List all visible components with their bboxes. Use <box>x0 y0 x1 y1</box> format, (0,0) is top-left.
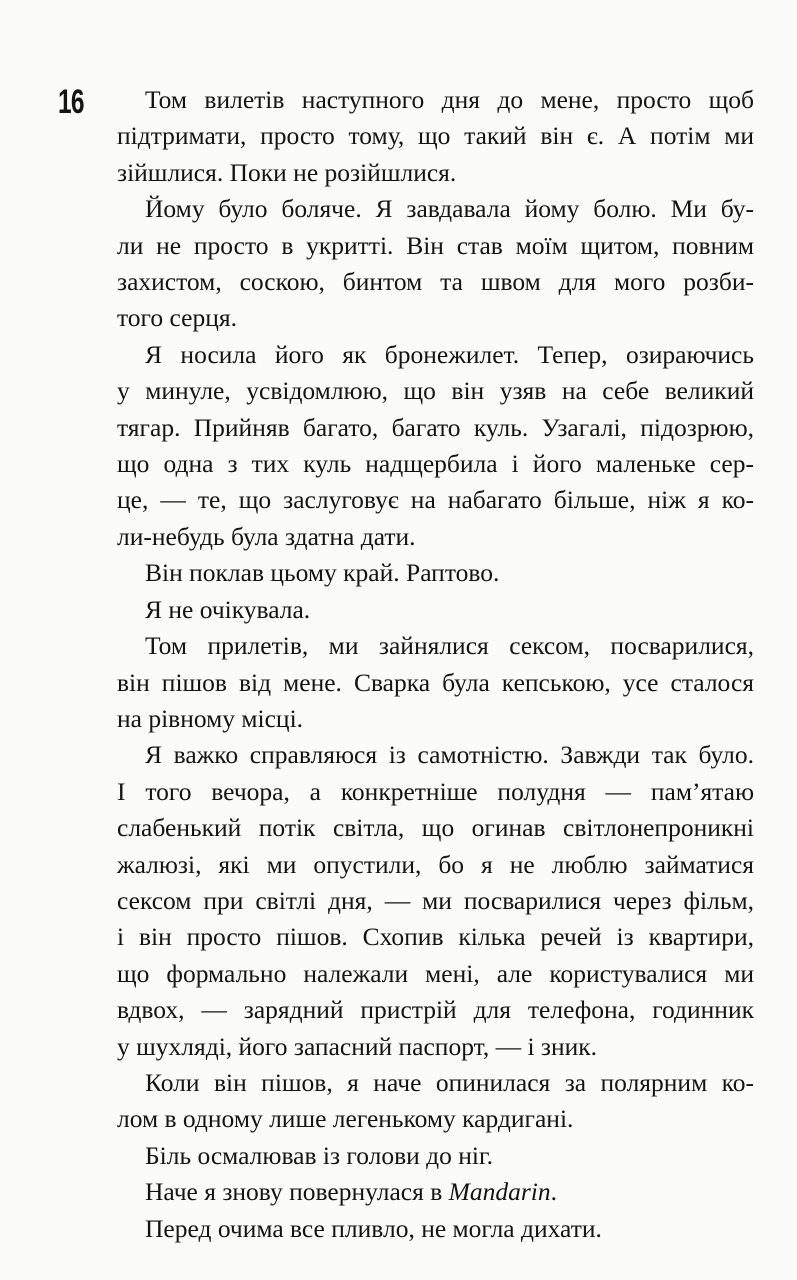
paragraph <box>117 628 754 737</box>
text-line: на рівному місці. <box>117 703 304 733</box>
paragraph <box>117 337 754 555</box>
text-line: вдвох, — зарядний пристрій для телефона, годинник <box>117 995 754 1025</box>
text-line: Біль осмалював із голови до ніг. <box>145 1140 493 1170</box>
text-line: у шухляді, його запасний паспорт, — і зник. <box>117 1031 598 1061</box>
paragraph <box>117 1174 754 1210</box>
text-line: ли-небудь була здатна дати. <box>117 521 416 551</box>
paragraph <box>117 592 754 628</box>
text-line: сексом при світлі дня, — ми посварилися через фільм, <box>117 885 754 915</box>
paragraph <box>117 737 754 1065</box>
text-line: ли не просто в укритті. Він став моїм щитом, повним <box>117 230 754 260</box>
text-line: це, — те, що заслуговує на набагато більше, ніж я ко- <box>117 485 754 515</box>
text-line: у минуле, усвідомлюю, що він узяв на себе великий <box>117 376 754 406</box>
text-run: . <box>550 1177 557 1207</box>
page-number: 16 <box>58 83 84 121</box>
text-line: лом в одному лише легенькому кардигані. <box>117 1104 574 1134</box>
paragraph <box>117 1211 754 1247</box>
text-line: зійшлися. Поки не розійшлися. <box>117 157 457 187</box>
text-line: він пішов від мене. Сварка була кепською, усе сталося <box>117 667 754 697</box>
text-line: Він поклав цьому край. Раптово. <box>145 558 500 588</box>
text-line: Я не очікувала. <box>145 594 311 624</box>
text-line: Том вилетів наступного дня до мене, просто щоб <box>145 85 754 114</box>
text-line: слабенький потік світла, що огинав світлонепроникні <box>117 813 754 843</box>
body-text <box>117 82 754 1247</box>
text-line: Том прилетів, ми зайнялися сексом, посварилися, <box>145 631 754 661</box>
text-line: жалюзі, які ми опустили, бо я не люблю займатися <box>117 849 754 879</box>
text-line: Я носила його як бронежилет. Тепер, озираючись <box>145 339 754 369</box>
text-line: того серця. <box>117 303 237 333</box>
text-line: Перед очима все пливло, не могла дихати. <box>145 1213 602 1243</box>
text-line <box>117 1174 754 1210</box>
text-line: підтримати, просто тому, що такий він є. А потім ми <box>117 121 754 151</box>
paragraph <box>117 1138 754 1174</box>
text-line: тягар. Прийняв багато, багато куль. Узагалі, підозрюю, <box>117 412 754 442</box>
paragraph <box>117 1065 754 1138</box>
text-line: захистом, соскою, бинтом та швом для мого розби- <box>117 267 754 297</box>
text-line: Я важко справляюся із самотністю. Завжди так було. <box>145 740 754 770</box>
text-line: і він просто пішов. Схопив кілька речей із квартири, <box>117 922 754 952</box>
text-line: Йому було боляче. Я завдавала йому болю. Ми бу- <box>145 194 754 224</box>
paragraph <box>117 555 754 591</box>
italic-title: Mandarin <box>448 1177 551 1207</box>
text-line: що одна з тих куль надщербила і його маленьке сер- <box>117 449 754 479</box>
text-line: Коли він пішов, я наче опинилася за полярним ко- <box>145 1067 754 1097</box>
text-line: І того вечора, а конкретніше полудня — пам’ятаю <box>117 776 754 806</box>
paragraph <box>117 82 754 191</box>
paragraph <box>117 191 754 337</box>
text-line: що формально належали мені, але користувалися ми <box>117 958 754 988</box>
text-run: Наче я знову повернулася в <box>145 1177 449 1207</box>
